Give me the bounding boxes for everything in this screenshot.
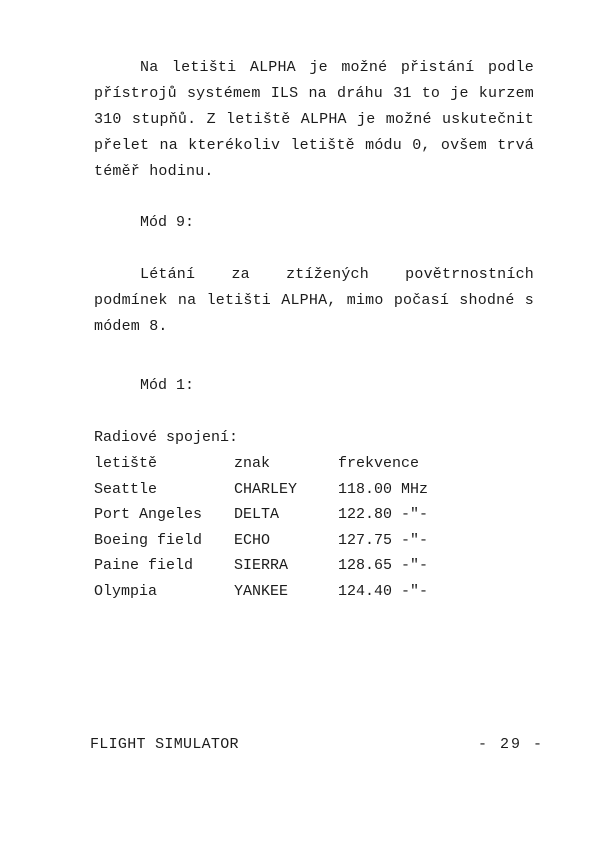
- cell-airport: Boeing field: [94, 531, 203, 549]
- table-header-row: [94, 451, 498, 477]
- footer-title: FLIGHT SIMULATOR: [90, 736, 239, 753]
- paragraph-alpha-landing: [94, 55, 534, 185]
- cell-frequency: 122.80 -"-: [338, 506, 429, 523]
- cell-airport: Seattle: [94, 480, 158, 498]
- paragraph-text: Na letišti ALPHA je možné přistání podle přístrojů systémem ILS na dráhu 31 to je kurzem 310 stupňů. Z letiště ALPHA je možné uskutečnit přelet na kterékoliv letiště módu 0, ovšem trvá téměř hodinu.: [94, 59, 534, 180]
- paragraph-text: Létání za ztížených povětrnostních podmínek na letišti ALPHA, mimo počasí shodné s módem 8.: [94, 266, 534, 335]
- cell-frequency: 128.65 -"-: [338, 557, 429, 574]
- cell-airport: Olympia: [94, 582, 158, 600]
- table-row: [94, 528, 498, 554]
- cell-airport: Paine field: [94, 557, 194, 574]
- table-row: [94, 502, 498, 528]
- table-row: [94, 579, 498, 605]
- cell-callsign: CHARLEY: [234, 480, 298, 498]
- radio-section-title: Radiové spojení:: [94, 429, 239, 446]
- paragraph-mode-9: [94, 262, 534, 340]
- cell-frequency: 124.40 -"-: [338, 582, 429, 600]
- column-header-airport: letiště: [94, 455, 158, 472]
- column-header-callsign: znak: [234, 455, 271, 472]
- column-header-frequency: frekvence: [338, 455, 420, 472]
- page-number: - 29 -: [478, 736, 545, 753]
- table-row: [94, 553, 498, 579]
- cell-callsign: SIERRA: [234, 557, 289, 574]
- cell-callsign: YANKEE: [234, 582, 289, 600]
- table-row: [94, 477, 498, 503]
- cell-callsign: DELTA: [234, 506, 280, 523]
- cell-frequency: 127.75 -"-: [338, 531, 429, 549]
- cell-airport: Port Angeles: [94, 506, 203, 523]
- cell-callsign: ECHO: [234, 531, 271, 549]
- heading-mode-1: Mód 1:: [140, 377, 195, 394]
- radio-frequency-table: [94, 451, 498, 604]
- cell-frequency: 118.00 MHz: [338, 480, 429, 498]
- heading-mode-9: Mód 9:: [140, 214, 195, 231]
